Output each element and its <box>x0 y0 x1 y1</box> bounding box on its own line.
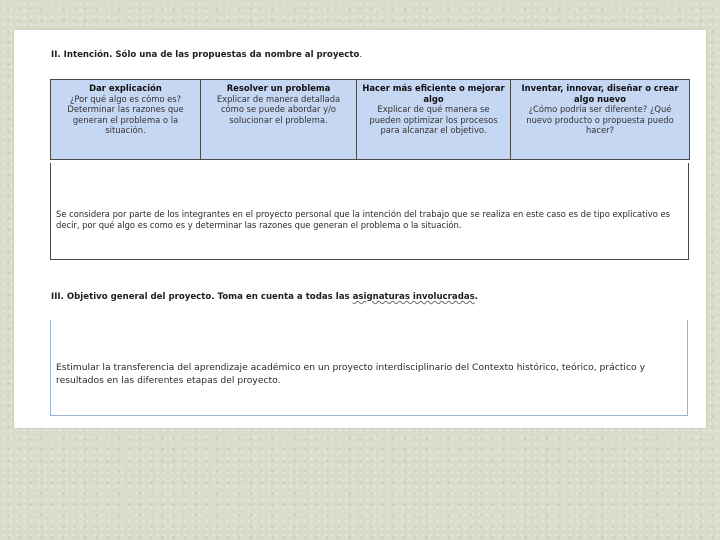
option-title: Hacer más eficiente o mejorar algo <box>362 83 505 104</box>
slide <box>14 30 706 428</box>
option-cell <box>201 80 357 160</box>
intention-options-row <box>51 80 690 160</box>
option-cell <box>511 80 690 160</box>
section-3-trailing: . <box>474 292 479 302</box>
option-title: Inventar, innovar, diseñar o crear algo nuevo <box>521 83 679 104</box>
objective-answer-box <box>50 320 688 416</box>
intention-options-table <box>50 79 690 160</box>
section-2-title: . Intención. Sólo una de las propuestas da nombre al proyecto <box>57 50 360 60</box>
objective-answer-text: Estimular la transferencia del aprendizaje académico en un proyecto interdisciplinario del Contexto histórico, teórico, práctico y resultados en las diferentes etapas del proyecto. <box>56 362 646 386</box>
option-title: Dar explicación <box>89 83 162 93</box>
section-2-trailing: . <box>359 50 363 60</box>
option-description: ¿Cómo podría ser diferente? ¿Qué nuevo producto o propuesta puedo hacer? <box>526 104 674 135</box>
option-description: Explicar de qué manera se pueden optimizar los procesos para alcanzar el objetivo. <box>369 104 498 135</box>
section-3-title: . Objetivo general del proyecto. Toma en cuenta a todas las <box>60 292 353 302</box>
option-cell <box>51 80 201 160</box>
section-3-underlined: asignaturas involucradas <box>352 292 475 302</box>
option-description: ¿Por qué algo es cómo es? Determinar las razones que generan el problema o la situación. <box>67 93 184 135</box>
intention-answer-box <box>50 163 689 260</box>
option-title: Resolver un problema <box>226 83 331 93</box>
section-3-number: III <box>51 292 61 302</box>
intention-answer-text: Se considera por parte de los integrantes en el proyecto personal que la intención del trabajo que se realiza en este caso es de tipo explicativo es decir, por qué algo es como es y determinar las razones que generan el problema o la situación. <box>56 209 671 231</box>
section-2-number: II <box>51 50 58 60</box>
option-description: Explicar de manera detallada cómo se puede abordar y/o solucionar el problema. <box>216 93 341 125</box>
section-3-heading <box>51 292 478 302</box>
option-cell <box>357 80 511 160</box>
section-2-heading <box>51 50 362 60</box>
